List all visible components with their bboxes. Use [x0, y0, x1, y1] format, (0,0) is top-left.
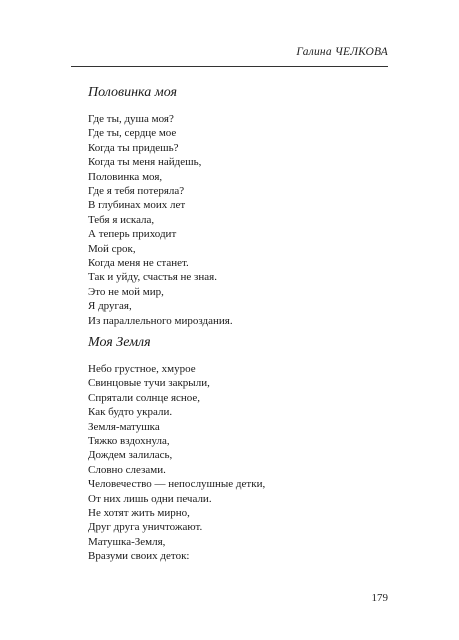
- poem-line: Где я тебя потеряла?: [88, 185, 185, 198]
- poem-lines: [88, 362, 388, 564]
- poem-line: Друг друга уничтожают.: [88, 521, 203, 534]
- poem-line: Словно слезами.: [88, 463, 166, 476]
- poem-line: Как будто украли.: [88, 406, 173, 419]
- poem-line: Свинцовые тучи закрыли,: [88, 377, 210, 390]
- poem-line: Тяжко вздохнула,: [88, 435, 170, 448]
- poem-line: От них лишь одни печали.: [88, 492, 212, 505]
- poem-title: Половинка моя: [88, 85, 178, 100]
- poem-moya-zemlya: [88, 334, 388, 564]
- poem-line: В глубинах моих лет: [88, 199, 186, 212]
- poem-line: Я другая,: [88, 300, 132, 313]
- poem-line: Где ты, душа моя?: [88, 113, 174, 125]
- poem-polovinka-moya: [88, 84, 388, 328]
- poem-line: Не хотят жить мирно,: [88, 507, 190, 520]
- poem-line: Где ты, сердце мое: [88, 127, 177, 140]
- poem-line: Спрятали солнце ясное,: [88, 391, 201, 404]
- poem-line: Тебя я искала,: [88, 213, 155, 226]
- poem-line: Вразуми своих деток:: [88, 550, 190, 563]
- page-number: 179: [371, 592, 388, 604]
- poem-line: Когда меня не станет.: [88, 257, 189, 270]
- poem-line: А теперь приходит: [88, 228, 177, 241]
- poem-line: Из параллельного мироздания.: [88, 314, 233, 327]
- poem-line: Так и уйду, счастья не зная.: [88, 271, 217, 284]
- poem-line: Дождем залилась,: [88, 449, 173, 462]
- poem-line: Человечество — непослушные детки,: [88, 478, 266, 491]
- poem-line: Половинка моя,: [88, 170, 163, 183]
- poem-line: Когда ты придешь?: [88, 141, 179, 154]
- poem-line: Мой срок,: [88, 242, 136, 255]
- header-rule: [71, 66, 388, 67]
- poem-line: Когда ты меня найдешь,: [88, 156, 202, 169]
- poem-lines: [88, 112, 388, 328]
- poem-line: Это не мой мир,: [88, 285, 164, 298]
- poem-line: Матушка-Земля,: [88, 535, 166, 548]
- poem-line: Земля-матушка: [88, 420, 160, 433]
- poem-title: Моя Земля: [88, 335, 151, 350]
- poem-line: Небо грустное, хмурое: [88, 363, 196, 375]
- running-head: Галина ЧЕЛКОВА: [296, 46, 388, 58]
